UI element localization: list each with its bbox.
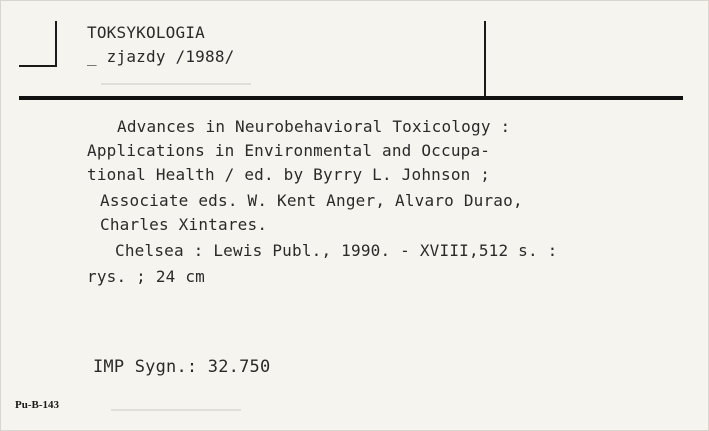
corner-mark-vertical <box>55 21 57 67</box>
entry-line: Charles Xintares. <box>100 215 268 234</box>
entry-line: Associate eds. W. Kent Anger, Alvaro Durao, <box>100 191 523 210</box>
entry-line: tional Health / ed. by Byrry L. Johnson ; <box>87 165 491 184</box>
library-stamp: Pu-B-143 <box>15 399 59 411</box>
corner-mark-horizontal <box>19 65 57 67</box>
header-divider-vertical <box>484 21 486 97</box>
faint-mark <box>101 83 251 85</box>
entry-line: Chelsea : Lewis Publ., 1990. - XVIII,512 s. : <box>115 241 558 260</box>
entry-line: Advances in Neurobehavioral Toxicology : <box>117 117 511 136</box>
entry-line: rys. ; 24 cm <box>87 267 205 286</box>
entry-line: Applications in Environmental and Occupa- <box>87 141 491 160</box>
faint-mark <box>111 409 241 411</box>
subject-heading: TOKSYKOLOGIA <box>87 23 205 42</box>
call-number: IMP Sygn.: 32.750 <box>93 357 271 377</box>
subject-subheading: _ zjazdy /1988/ <box>87 47 235 66</box>
header-divider-horizontal <box>19 96 683 100</box>
